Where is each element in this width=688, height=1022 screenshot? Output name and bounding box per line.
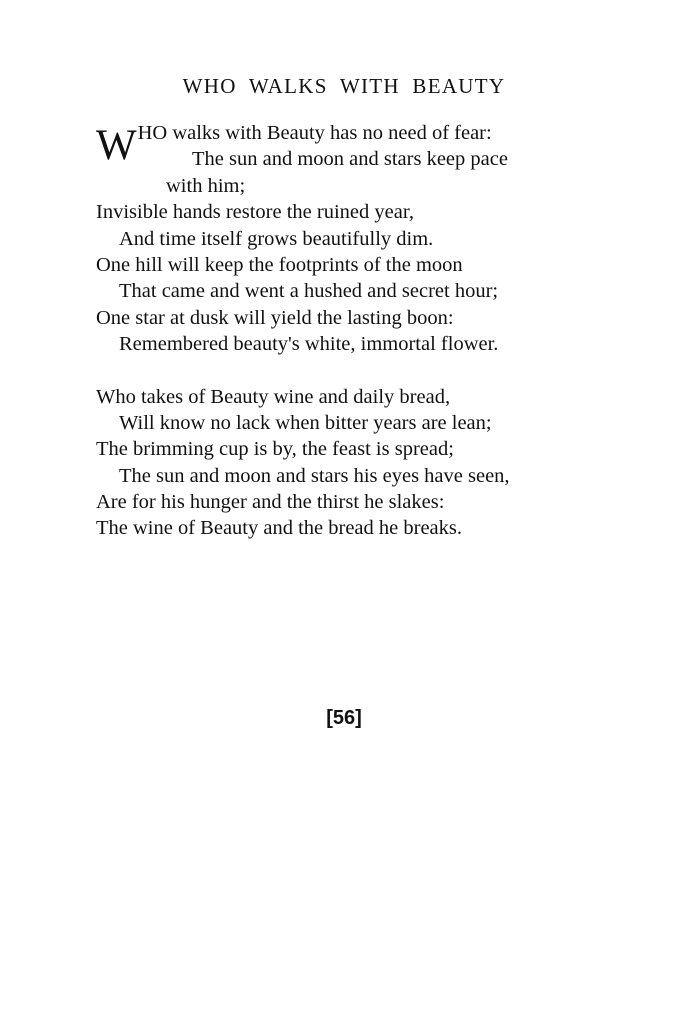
poem-line: with him; <box>166 174 246 197</box>
poem-line: Are for his hunger and the thirst he slakes: <box>96 491 445 514</box>
poem-body <box>96 120 616 542</box>
poem-title: WHO WALKS WITH BEAUTY <box>182 74 506 98</box>
poem-line: The sun and moon and stars his eyes have seen, <box>119 464 510 487</box>
poem-line: Who takes of Beauty wine and daily bread, <box>96 385 451 408</box>
poem-line: The sun and moon and stars keep pace <box>192 148 508 171</box>
poem-line: HO walks with Beauty has no need of fear: <box>137 122 492 144</box>
stanza-2 <box>96 384 616 542</box>
poem-line: That came and went a hushed and secret hour; <box>119 280 499 303</box>
poem-line: Remembered beauty's white, immortal flower. <box>119 333 499 356</box>
poem-line: One hill will keep the footprints of the moon <box>96 253 463 276</box>
poem-line: One star at dusk will yield the lasting boon: <box>96 306 454 329</box>
stanza-break <box>96 358 616 384</box>
poem-line: The brimming cup is by, the feast is spread; <box>96 438 454 461</box>
poem-line: And time itself grows beautifully dim. <box>119 227 434 250</box>
first-line-block <box>96 120 616 199</box>
stanza-1 <box>96 120 616 358</box>
poem-line: Invisible hands restore the ruined year, <box>96 201 414 224</box>
drop-cap: W <box>96 122 137 169</box>
poem-line: The wine of Beauty and the bread he breaks. <box>96 517 463 540</box>
poem-line: Will know no lack when bitter years are lean; <box>119 411 492 434</box>
page-number: [56] <box>326 707 362 729</box>
